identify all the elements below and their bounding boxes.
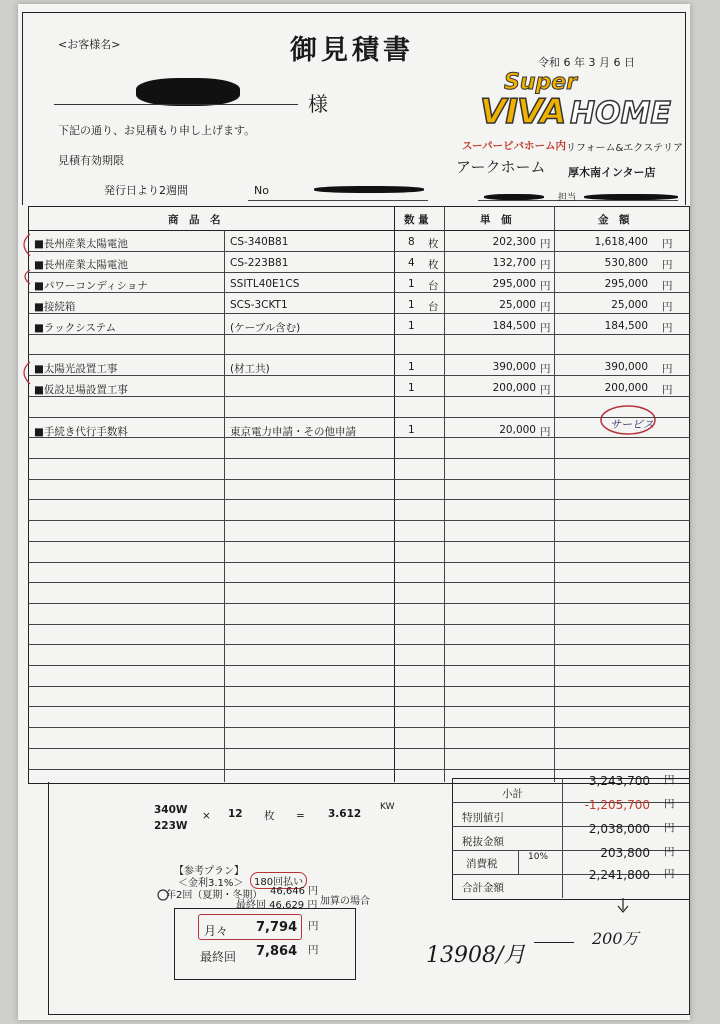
- item-unit-word: 台: [428, 280, 439, 292]
- plan-bonus-value: 46,646 円: [270, 886, 319, 897]
- company-sub: スーパービバホーム内: [462, 140, 566, 152]
- header-amount: 金 額: [598, 214, 630, 226]
- item-amount-yen: 円: [662, 259, 673, 271]
- item-qty: 8: [408, 236, 415, 248]
- row-line: [28, 562, 690, 563]
- item-name: ■手続き代行手数料: [34, 426, 128, 438]
- estimate-sheet: [18, 4, 690, 1020]
- item-amount: 1,618,400: [594, 236, 648, 248]
- item-name: ■仮設足場設置工事: [34, 384, 128, 396]
- item-amount-yen: 円: [662, 363, 673, 375]
- row-line: [28, 272, 690, 273]
- number-underline: [248, 200, 428, 201]
- item-amount-yen: 円: [662, 322, 673, 334]
- number-label: No: [254, 184, 269, 197]
- row-line: [28, 251, 690, 252]
- item-model: SCS-3CKT1: [230, 299, 288, 311]
- row-line: [28, 437, 690, 438]
- item-qty: 1: [408, 320, 415, 332]
- total-value: 2,241,800: [588, 868, 650, 882]
- item-price-yen: 円: [540, 426, 551, 438]
- row-line: [28, 665, 690, 666]
- row-line: [28, 769, 690, 770]
- item-qty: 1: [408, 278, 415, 290]
- logo-super: Super: [504, 70, 578, 95]
- item-amount-yen: 円: [662, 384, 673, 396]
- subtotal-yen: 円: [664, 774, 675, 786]
- row-line: [28, 748, 690, 749]
- calc-count: 12: [228, 808, 243, 820]
- last-yen: 円: [308, 944, 319, 956]
- document-title: 御見積書: [290, 35, 414, 66]
- plan-check-mark: [156, 888, 170, 902]
- handwritten-monthly: 13908/月: [426, 943, 526, 968]
- subtotal-value: 3,243,700: [588, 774, 650, 788]
- item-amount: 530,800: [604, 257, 648, 269]
- monthly-yen: 円: [308, 920, 319, 932]
- monthly-value: 7,794: [256, 920, 298, 935]
- row-line: [28, 644, 690, 645]
- row-line: [28, 375, 690, 376]
- pretax-yen: 円: [664, 822, 675, 834]
- item-amount: 390,000: [604, 361, 648, 373]
- item-model: CS-340B81: [230, 236, 289, 248]
- discount-value: -1,205,700: [584, 798, 650, 812]
- row-line: [28, 417, 690, 418]
- row-line: [28, 686, 690, 687]
- staff-underline: [478, 200, 678, 201]
- company-name: アークホーム: [456, 158, 546, 176]
- item-price: 25,000: [499, 299, 536, 311]
- row-line: [28, 603, 690, 604]
- monthly-label: 月々: [204, 924, 229, 938]
- item-price-yen: 円: [540, 301, 551, 313]
- item-price: 202,300: [492, 236, 536, 248]
- pretax-value: 2,038,000: [588, 822, 650, 836]
- item-model: (材工共): [230, 363, 270, 375]
- discount-yen: 円: [664, 798, 675, 810]
- item-qty: 1: [408, 382, 415, 394]
- item-qty: 1: [408, 299, 415, 311]
- company-sub2: リフォーム&エクステリア: [566, 143, 683, 154]
- item-amount-yen: 円: [662, 238, 673, 250]
- plan-bonus-last: 最終回 46,629 円: [236, 900, 318, 911]
- subtotal-label: 小計: [502, 788, 523, 800]
- tax-rate: 10%: [528, 852, 549, 862]
- item-price-yen: 円: [540, 384, 551, 396]
- calc-panel-w: 340W: [154, 804, 188, 816]
- item-qty: 1: [408, 361, 415, 373]
- item-price: 295,000: [492, 278, 536, 290]
- row-line: [28, 706, 690, 707]
- plan-title: 【参考プラン】: [174, 866, 244, 877]
- service-circle: [598, 402, 658, 438]
- item-price: 184,500: [492, 320, 536, 332]
- header-unit: 単 価: [480, 214, 512, 226]
- tax-label: 消費税: [466, 858, 498, 870]
- plan-bonus-suffix: 加算の場合: [320, 896, 370, 907]
- item-amount: 200,000: [604, 382, 648, 394]
- row-line: [28, 458, 690, 459]
- issue-date: 令和 6 年 3 月 6 日: [538, 56, 635, 69]
- item-name: ■ラックシステム: [34, 322, 117, 334]
- calc-times: ×: [202, 810, 211, 822]
- row-line: [28, 479, 690, 480]
- service-note: サービス: [610, 418, 654, 431]
- validity-value: 発行日より2週間: [104, 184, 188, 197]
- item-price-yen: 円: [540, 363, 551, 375]
- redacted-customer-name: [136, 78, 240, 106]
- item-price-yen: 円: [540, 280, 551, 292]
- item-amount-yen: 円: [662, 280, 673, 292]
- item-amount: 184,500: [604, 320, 648, 332]
- logo-home: HOME: [570, 96, 671, 131]
- validity-label: 見積有効期限: [58, 154, 124, 167]
- item-name: ■長州産業太陽電池: [34, 259, 128, 271]
- redacted-staff-2: [584, 194, 678, 200]
- last-label: 最終回: [200, 950, 237, 964]
- item-price-yen: 円: [540, 259, 551, 271]
- calc-kw: KW: [380, 802, 395, 812]
- logo-viva: VIVA: [480, 92, 566, 132]
- row-line: [28, 334, 690, 335]
- calc-panel-w-2: 223W: [154, 820, 188, 832]
- row-line: [28, 499, 690, 500]
- monthly-highlight: [198, 914, 302, 940]
- row-line: [28, 292, 690, 293]
- item-model: CS-223B81: [230, 257, 289, 269]
- item-qty: 1: [408, 424, 415, 436]
- tax-yen: 円: [664, 846, 675, 858]
- item-unit-word: 台: [428, 301, 439, 313]
- redacted-number: [314, 186, 424, 193]
- item-name: ■長州産業太陽電池: [34, 238, 128, 250]
- item-name: ■パワーコンディショナ: [34, 280, 148, 292]
- intro-text: 下記の通り、お見積もり申し上げます。: [58, 124, 256, 137]
- last-value: 7,864: [256, 944, 298, 959]
- row-line: [28, 582, 690, 583]
- item-name: ■接続箱: [34, 301, 76, 313]
- table-header-bottom: [28, 230, 690, 231]
- calc-kw-value: 3.612: [328, 808, 362, 820]
- pretax-label: 税抜金額: [462, 836, 504, 848]
- total-label: 合計金額: [462, 882, 504, 894]
- down-arrow-icon: [616, 898, 630, 914]
- item-qty: 4: [408, 257, 415, 269]
- company-branch: 厚木南インター店: [568, 166, 656, 179]
- row-line: [28, 354, 690, 355]
- honorific: 様: [308, 92, 328, 116]
- handwritten-arrow: [534, 942, 574, 943]
- total-yen: 円: [664, 868, 675, 880]
- item-model: SSITL40E1CS: [230, 278, 300, 290]
- redacted-staff: [484, 194, 544, 200]
- item-price: 132,700: [492, 257, 536, 269]
- calc-equals: =: [296, 810, 305, 822]
- row-line: [28, 396, 690, 397]
- tax-value: 203,800: [600, 846, 650, 860]
- row-line: [28, 727, 690, 728]
- item-amount-yen: 円: [662, 301, 673, 313]
- item-price: 390,000: [492, 361, 536, 373]
- margin-marks: [14, 230, 38, 390]
- item-amount: 295,000: [604, 278, 648, 290]
- plan-bonus-prefix: 年2回（夏期・冬期）: [166, 890, 263, 901]
- row-line: [28, 313, 690, 314]
- item-model: (ケーブル含む): [230, 322, 301, 334]
- header-qty: 数 量: [404, 214, 429, 226]
- discount-label: 特別値引: [462, 812, 504, 824]
- staff-label: 担当: [558, 193, 577, 203]
- plan-installments: 180回払い: [250, 872, 307, 889]
- customer-label: <お客様名>: [58, 38, 121, 51]
- header-product: 商 品 名: [168, 214, 221, 226]
- item-model: 東京電力申請・その他申請: [230, 426, 356, 438]
- handwritten-amount: 200万: [592, 929, 639, 948]
- row-line: [28, 520, 690, 521]
- item-unit-word: 枚: [428, 238, 439, 250]
- row-line: [28, 541, 690, 542]
- item-amount: 25,000: [611, 299, 648, 311]
- plan-rate: ＜金利3.1%＞: [178, 878, 244, 889]
- item-price-yen: 円: [540, 322, 551, 334]
- calc-unit: 枚: [264, 810, 275, 822]
- row-line: [28, 624, 690, 625]
- item-price: 20,000: [499, 424, 536, 436]
- customer-underline: [54, 104, 298, 105]
- item-price-yen: 円: [540, 238, 551, 250]
- item-unit-word: 枚: [428, 259, 439, 271]
- item-name: ■太陽光設置工事: [34, 363, 118, 375]
- item-price: 200,000: [492, 382, 536, 394]
